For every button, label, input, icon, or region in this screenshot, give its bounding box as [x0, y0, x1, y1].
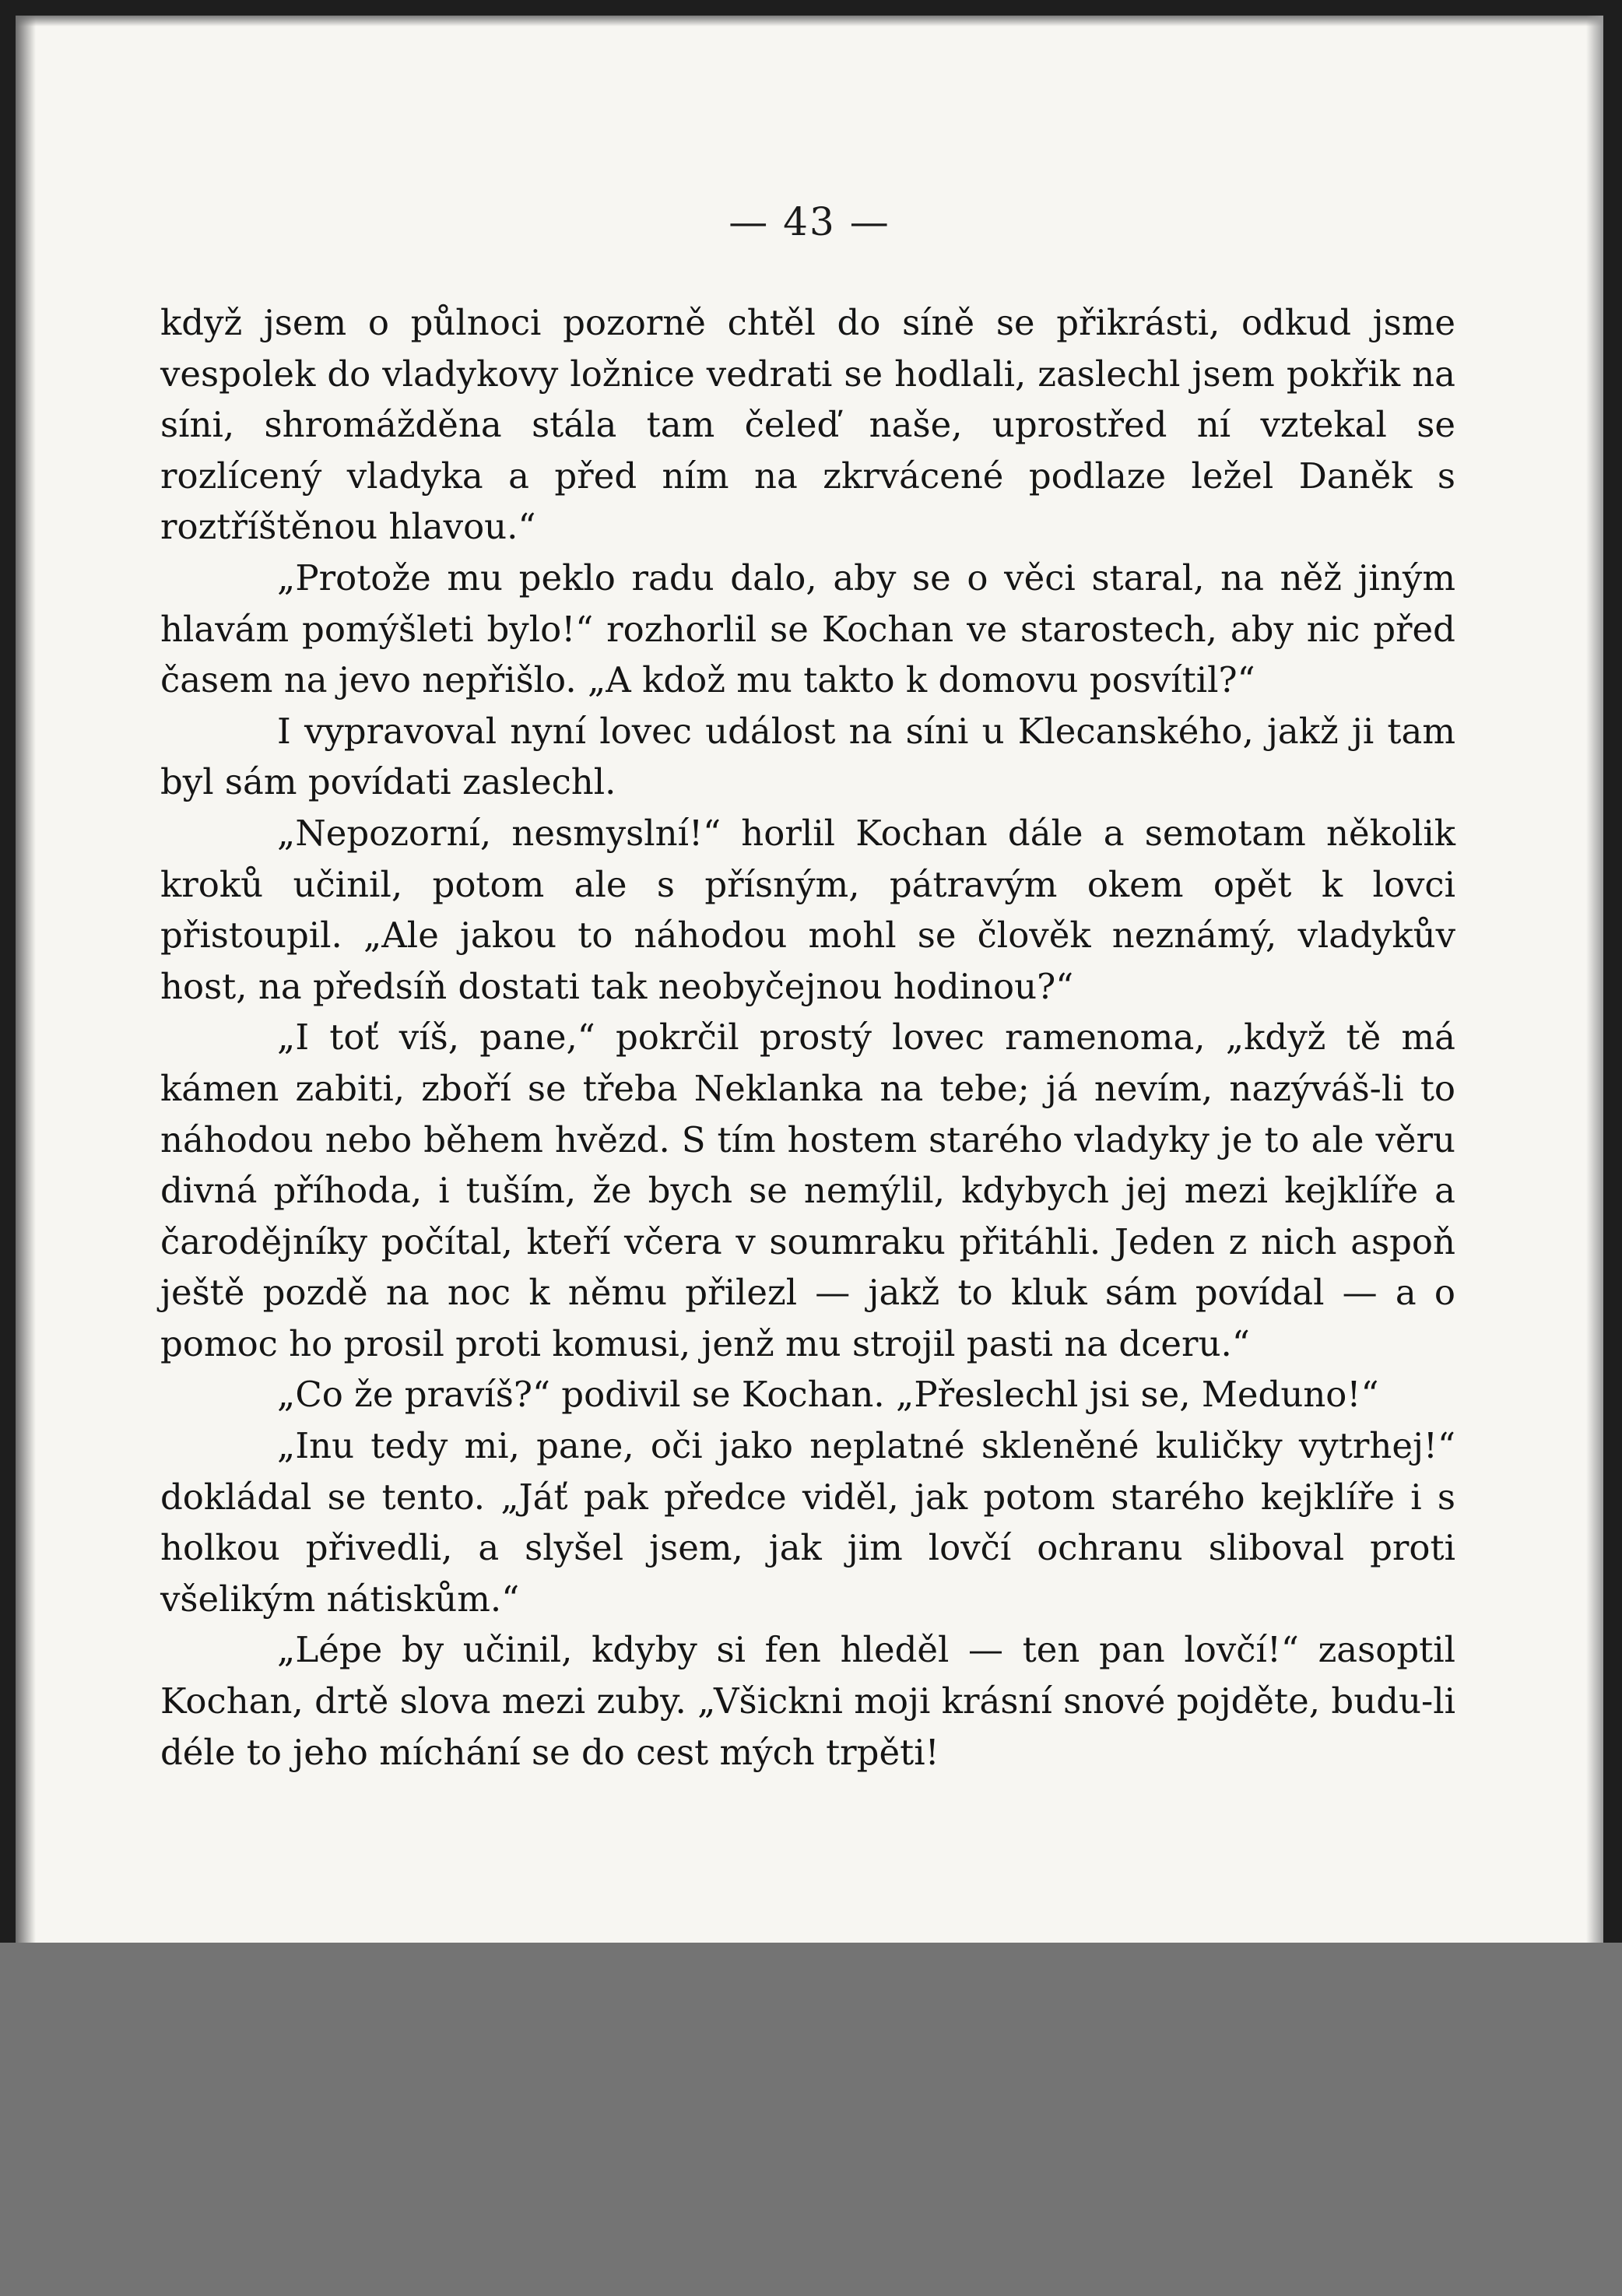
- page-left-shadow: [16, 16, 36, 1943]
- paragraph-5: „I toť víš, pane,“ pokrčil prostý lovec ramenoma, „když tě má kámen zabiti, zboří se třeba Neklanka na tebe; já nevím, nazýváš-li to náhodou nebo během hvězd. S tím hostem starého vladyky je to ale věru divná příhoda, i tuším, že bych se nemýlil, kdybych jej mezi kejklíře a čarodějníky počítal, kteří včera v soumraku přitáhli. Jeden z nich aspoň ještě pozdě na noc k němu přilezl — jakž to kluk sám povídal — a o pomoc ho prosil proti komusi, jenž mu strojil pasti na dceru.“: [160, 1016, 1455, 1364]
- body-text: [160, 297, 1455, 1778]
- scanner-background: [0, 1943, 1622, 2296]
- paragraph-4: „Nepozorní, nesmyslní!“ horlil Kochan dále a semotam několik kroků učinil, potom ale s přísným, pátravým okem opět k lovci přistoupil. „Ale jakou to náhodou mohl se člověk neznámý, vladykův host, na předsíň dostati tak neobyčejnou hodinou?“: [160, 812, 1455, 1007]
- paragraph-6: „Co že pravíš?“ podivil se Kochan. „Přeslechl jsi se, Meduno!“: [277, 1374, 1379, 1416]
- page-number: — 43 —: [728, 199, 890, 244]
- paragraph-3: I vypravoval nyní lovec událost na síni u Klecanského, jakž ji tam byl sám povídati zaslechl.: [160, 710, 1455, 803]
- paragraph-1: když jsem o půlnoci pozorně chtěl do síně se přikrásti, odkud jsme vespolek do vladykovy ložnice vedrati se hodlali, zaslechl jsem pokřik na síni, shromážděna stála tam čeleď naše, uprostřed ní vztekal se rozlícený vladyka a před ním na zkrvácené podlaze ležel Daněk s roztříštěnou hlavou.“: [160, 302, 1455, 548]
- book-page: [16, 16, 1603, 1943]
- page-top-shadow: [16, 16, 1603, 26]
- paragraph-2: „Protože mu peklo radu dalo, aby se o věci staral, na něž jiným hlavám pomýšleti bylo!“ rozhorlil se Kochan ve starostech, aby nic před časem na jevo nepřišlo. „A kdož mu takto k domovu posvítil?“: [160, 556, 1455, 701]
- paragraph-7: „Inu tedy mi, pane, oči jako neplatné skleněné kuličky vytrhej!“ dokládal se tento. „Jáť pak předce viděl, jak potom starého kejklíře i s holkou přivedli, a slyšel jsem, jak jim lovčí ochranu sliboval proti všelikým nátiskům.“: [160, 1425, 1455, 1620]
- paragraph-8: „Lépe by učinil, kdyby si fen hleděl — ten pan lovčí!“ zasoptil Kochan, drtě slova mezi zuby. „Všickni moji krásní snové pojděte, budu-li déle to jeho míchání se do cest mých trpěti!: [160, 1629, 1455, 1773]
- page-right-shadow: [1586, 16, 1603, 1943]
